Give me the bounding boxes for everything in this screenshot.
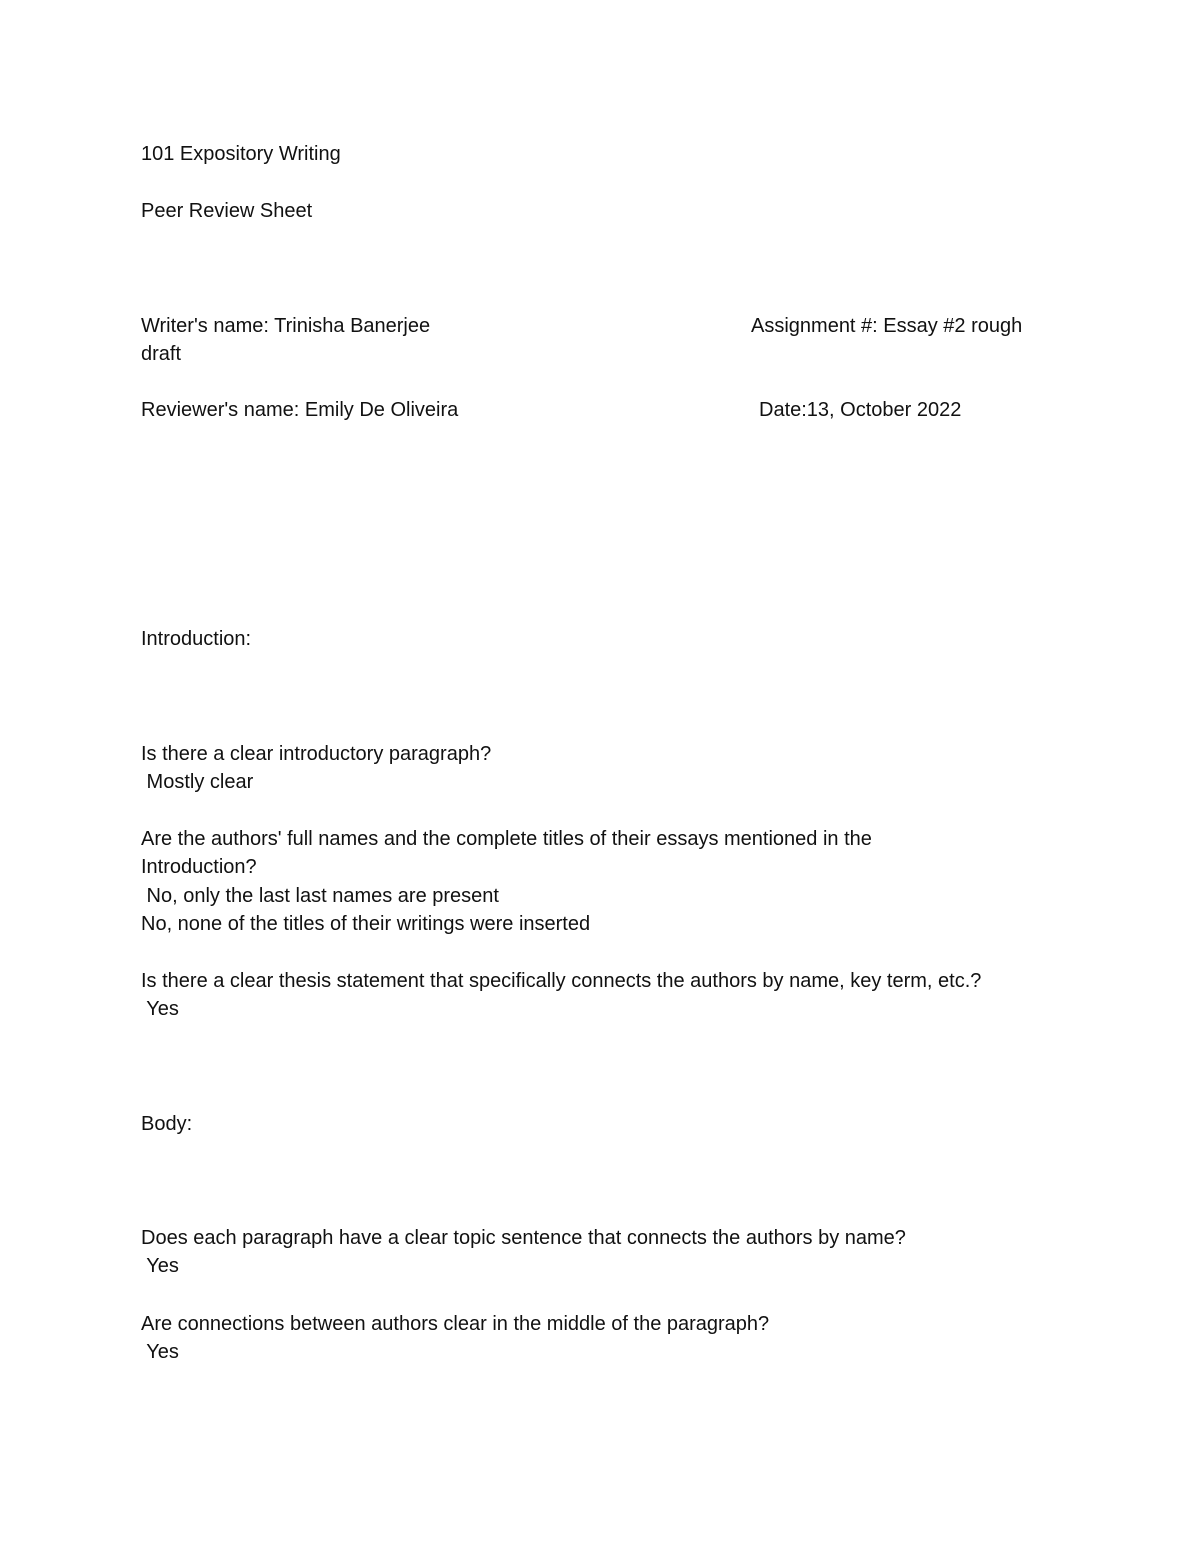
intro-question-2-line-1: Are the authors' full names and the complete titles of their essays mentioned in the xyxy=(141,828,872,850)
review-date: Date:13, October 2022 xyxy=(759,399,962,421)
intro-answer-2-line-1: No, only the last last names are present xyxy=(141,885,499,907)
assignment-number-wrap: draft xyxy=(141,343,182,365)
body-answer-2: Yes xyxy=(141,1341,179,1363)
intro-question-3: Is there a clear thesis statement that specifically connects the authors by name, key term, etc.? xyxy=(141,970,982,992)
intro-question-1: Is there a clear introductory paragraph? xyxy=(141,743,492,765)
writer-name: Writer's name: Trinisha Banerjee xyxy=(141,315,431,337)
intro-question-2-line-2: Introduction? xyxy=(141,856,257,878)
body-answer-1: Yes xyxy=(141,1255,179,1277)
intro-answer-2-line-2: No, none of the titles of their writings were inserted xyxy=(141,913,591,935)
intro-answer-1: Mostly clear xyxy=(141,771,254,793)
sheet-title: Peer Review Sheet xyxy=(141,200,313,222)
intro-answer-3: Yes xyxy=(141,998,179,1020)
introduction-heading: Introduction: xyxy=(141,628,252,650)
body-heading: Body: xyxy=(141,1113,193,1135)
body-question-2: Are connections between authors clear in the middle of the paragraph? xyxy=(141,1313,770,1335)
assignment-number: Assignment #: Essay #2 rough xyxy=(751,315,1023,337)
body-question-1: Does each paragraph have a clear topic sentence that connects the authors by name? xyxy=(141,1227,906,1249)
course-title: 101 Expository Writing xyxy=(141,143,341,165)
reviewer-name: Reviewer's name: Emily De Oliveira xyxy=(141,399,459,421)
